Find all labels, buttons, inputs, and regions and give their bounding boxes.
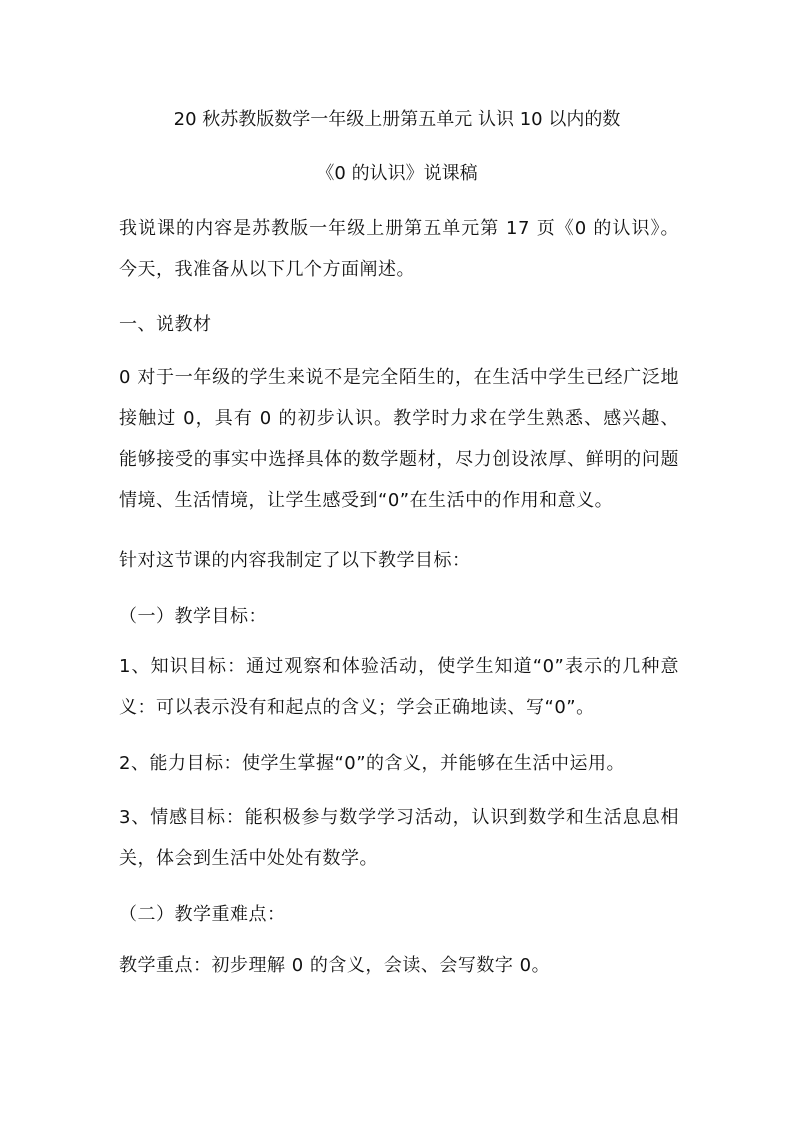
textbook-paragraph: 0 对于一年级的学生来说不是完全陌生的，在生活中学生已经广泛地接触过 0，具有 0 的初步认识。教学时力求在学生熟悉、感兴趣、能够接受的事实中选择具体的数学题材，尽力创设浓厚、鲜明的问题情境、生活情境，让学生感受到“0”在生活中的作用和意义。 bbox=[119, 367, 679, 511]
intro-paragraph: 我说课的内容是苏教版一年级上册第五单元第 17 页《0 的认识》。今天，我准备从以下几个方面阐述。 bbox=[119, 218, 679, 280]
document-title: 20 秋苏教版数学一年级上册第五单元 认识 10 以内的数 bbox=[173, 109, 621, 130]
subheading-key-points: （二）教学重难点： bbox=[119, 904, 286, 925]
subheading-objectives: （一）教学目标： bbox=[119, 606, 267, 627]
objective-ability: 2、能力目标：使学生掌握“0”的含义，并能够在生活中运用。 bbox=[119, 753, 626, 774]
key-point-paragraph: 教学重点：初步理解 0 的含义，会读、会写数字 0。 bbox=[119, 955, 551, 976]
section-heading-textbook: 一、说教材 bbox=[119, 314, 212, 335]
objective-knowledge: 1、知识目标：通过观察和体验活动，使学生知道“0”表示的几种意义：可以表示没有和起点的含义；学会正确地读、写“0”。 bbox=[119, 656, 679, 718]
objectives-intro: 针对这节课的内容我制定了以下教学目标： bbox=[119, 550, 471, 571]
objective-emotion: 3、情感目标：能积极参与数学学习活动，认识到数学和生活息息相关，体会到生活中处处有数学。 bbox=[119, 807, 679, 869]
document-subtitle: 《0 的认识》说课稿 bbox=[316, 163, 478, 184]
